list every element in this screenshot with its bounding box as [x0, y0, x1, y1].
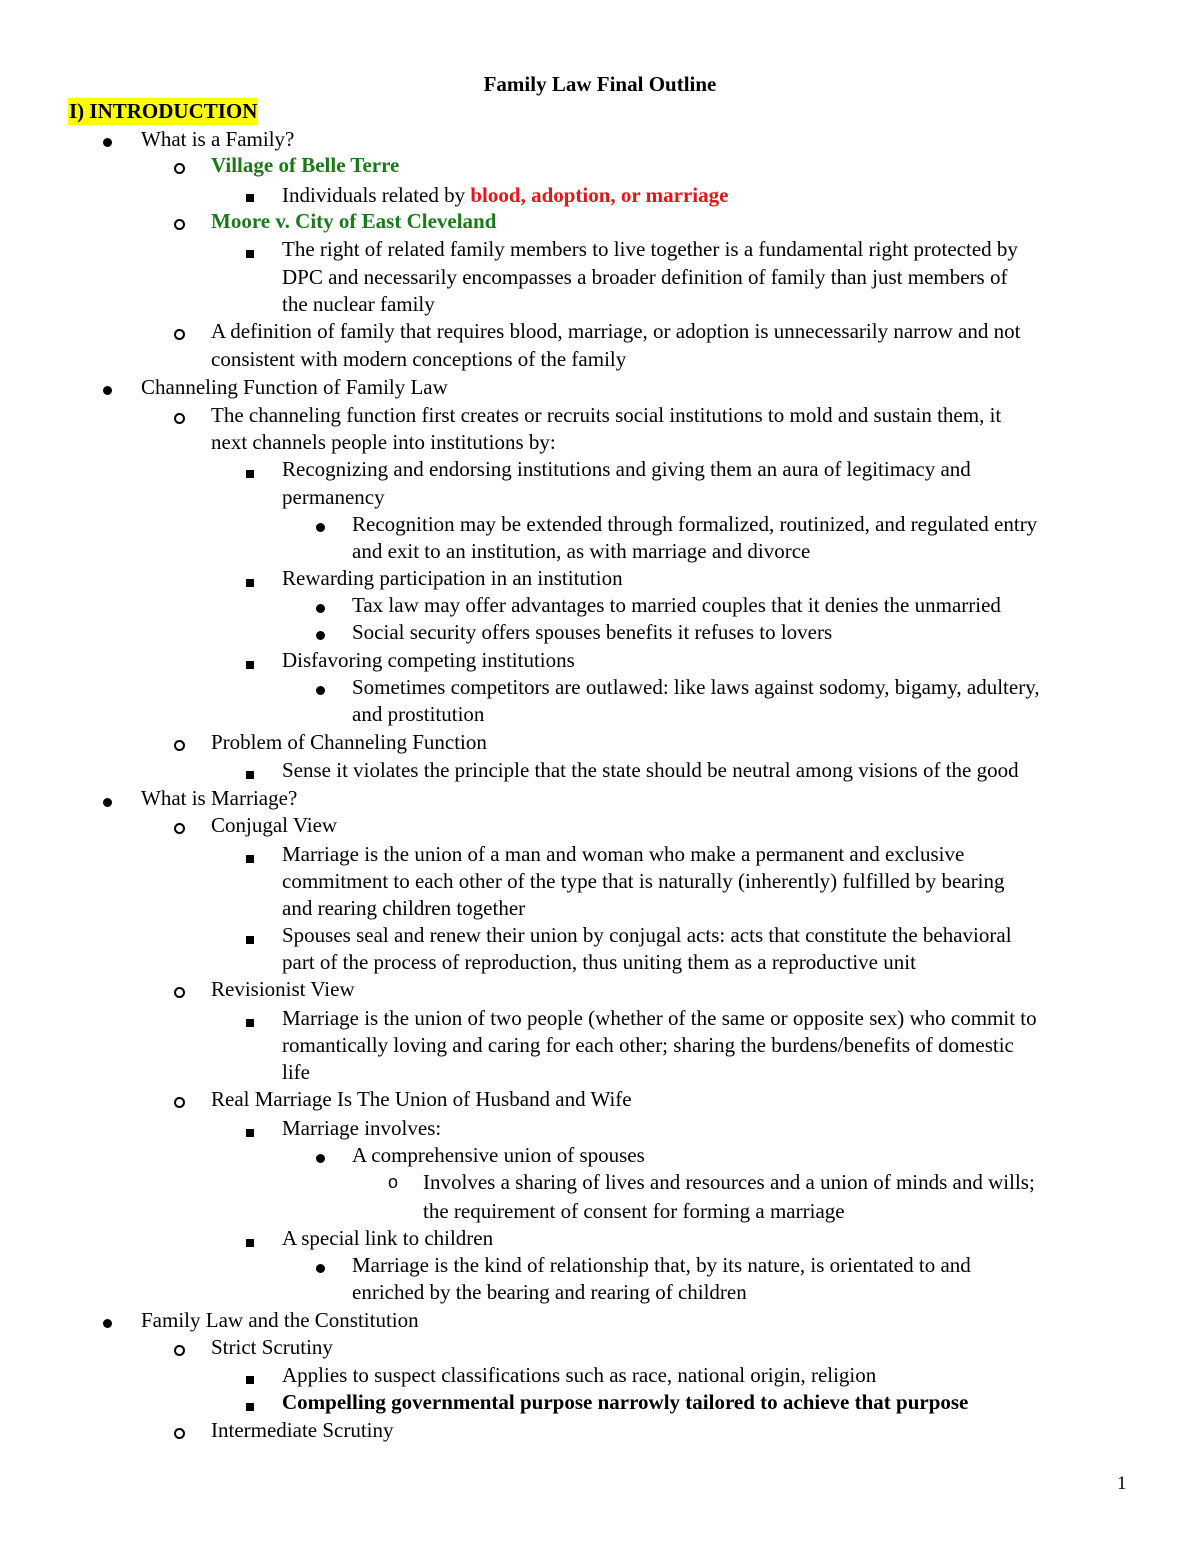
outline-item-bold: Compelling governmental purpose narrowly tailored to achieve that purpose — [282, 1390, 969, 1414]
outline-item: and exit to an institution, as with marriage and divorce — [352, 539, 811, 563]
square-bullet-icon — [246, 649, 254, 676]
outline-item: Real Marriage Is The Union of Husband and Wife — [211, 1087, 632, 1111]
outline-item: Marriage is the kind of relationship that, by its nature, is orientated to and — [352, 1253, 971, 1277]
hollow-o-bullet-icon: o — [388, 1172, 399, 1192]
document-title: Family Law Final Outline — [483, 72, 717, 96]
outline-item: What is Marriage? — [141, 786, 298, 810]
bullet-icon — [316, 1253, 325, 1280]
outline-item: Applies to suspect classifications such as race, national origin, religion — [282, 1363, 877, 1387]
square-bullet-icon — [246, 924, 254, 951]
bullet-icon — [316, 512, 325, 539]
case-name: Village of Belle Terre — [211, 153, 400, 177]
bullet-icon — [103, 1308, 112, 1335]
outline-item: Strict Scrutiny — [211, 1335, 333, 1359]
outline-item: Revisionist View — [211, 977, 355, 1001]
bullet-icon — [103, 375, 112, 402]
outline-item: Disfavoring competing institutions — [282, 648, 575, 672]
outline-item: the requirement of consent for forming a marriage — [423, 1199, 845, 1223]
bullet-icon — [316, 675, 325, 702]
outline-item: DPC and necessarily encompasses a broader definition of family than just members of — [282, 265, 1008, 289]
square-bullet-icon — [246, 567, 254, 594]
circle-bullet-icon — [174, 210, 185, 237]
square-bullet-icon — [246, 1007, 254, 1034]
outline-item: enriched by the bearing and rearing of children — [352, 1280, 747, 1304]
outline-item: Involves a sharing of lives and resources and a union of minds and wills; — [423, 1170, 1035, 1194]
square-bullet-icon — [246, 1364, 254, 1391]
outline-text: Individuals related by — [282, 183, 471, 207]
outline-item: Social security offers spouses benefits it refuses to lovers — [352, 620, 833, 644]
outline-item: Tax law may offer advantages to married couples that it denies the unmarried — [352, 593, 1001, 617]
outline-item: Intermediate Scrutiny — [211, 1418, 394, 1442]
bullet-icon — [103, 127, 112, 154]
outline-item: What is a Family? — [141, 127, 295, 151]
outline-item: A special link to children — [282, 1226, 494, 1250]
outline-item: Marriage is the union of two people (whether of the same or opposite sex) who commit to — [282, 1006, 1037, 1030]
outline-item: Spouses seal and renew their union by conjugal acts: acts that constitute the behavioral — [282, 923, 1012, 947]
outline-item: Conjugal View — [211, 813, 338, 837]
square-bullet-icon — [246, 1227, 254, 1254]
outline-item: consistent with modern conceptions of the family — [211, 347, 627, 371]
circle-bullet-icon — [174, 978, 185, 1005]
outline-item: Rewarding participation in an institution — [282, 566, 623, 590]
outline-item: The channeling function first creates or recruits social institutions to mold and sustain them, it — [211, 403, 1002, 427]
outline-item: Marriage is the union of a man and woman who make a permanent and exclusive — [282, 842, 965, 866]
bullet-icon — [316, 1143, 325, 1170]
square-bullet-icon — [246, 458, 254, 485]
bullet-icon — [103, 787, 112, 814]
outline-item: Sense it violates the principle that the state should be neutral among visions of the good — [282, 758, 1019, 782]
outline-item: Channeling Function of Family Law — [141, 375, 448, 399]
outline-item: Problem of Channeling Function — [211, 730, 487, 754]
outline-item: A definition of family that requires blood, marriage, or adoption is unnecessarily narrow and not — [211, 319, 1021, 343]
square-bullet-icon — [246, 1391, 254, 1418]
emphasis-text: blood, adoption, or marriage — [470, 183, 729, 207]
outline-item: life — [282, 1060, 310, 1084]
circle-bullet-icon — [174, 154, 185, 181]
outline-item: romantically loving and caring for each other; sharing the burdens/benefits of domestic — [282, 1033, 1014, 1057]
square-bullet-icon — [246, 238, 254, 265]
outline-item: the nuclear family — [282, 292, 435, 316]
outline-item: next channels people into institutions by: — [211, 430, 556, 454]
circle-bullet-icon — [174, 1336, 185, 1363]
bullet-icon — [316, 593, 325, 620]
outline-item: part of the process of reproduction, thus uniting them as a reproductive unit — [282, 950, 916, 974]
section-heading: I) INTRODUCTION — [69, 99, 258, 123]
outline-item: permanency — [282, 485, 385, 509]
square-bullet-icon — [246, 1117, 254, 1144]
outline-item: commitment to each other of the type that is naturally (inherently) fulfilled by bearing — [282, 869, 1005, 893]
outline-item: Recognizing and endorsing institutions and giving them an aura of legitimacy and — [282, 457, 971, 481]
outline-item: The right of related family members to live together is a fundamental right protected by — [282, 237, 1018, 261]
square-bullet-icon — [246, 182, 254, 209]
outline-item: A comprehensive union of spouses — [352, 1143, 645, 1167]
outline-item: Family Law and the Constitution — [141, 1308, 419, 1332]
circle-bullet-icon — [174, 814, 185, 841]
circle-bullet-icon — [174, 1088, 185, 1115]
bullet-icon — [316, 620, 325, 647]
circle-bullet-icon — [174, 1419, 185, 1446]
square-bullet-icon — [246, 843, 254, 870]
circle-bullet-icon — [174, 731, 185, 758]
circle-bullet-icon — [174, 320, 185, 347]
outline-item — [282, 182, 728, 209]
outline-item: Recognition may be extended through formalized, routinized, and regulated entry — [352, 512, 1038, 536]
case-name: Moore v. City of East Cleveland — [211, 209, 497, 233]
square-bullet-icon — [246, 759, 254, 786]
page-number: 1 — [1117, 1473, 1127, 1494]
outline-item: Marriage involves: — [282, 1116, 442, 1140]
circle-bullet-icon — [174, 404, 185, 431]
outline-item: and prostitution — [352, 702, 485, 726]
outline-item: Sometimes competitors are outlawed: like laws against sodomy, bigamy, adultery, — [352, 675, 1040, 699]
outline-item: and rearing children together — [282, 896, 526, 920]
